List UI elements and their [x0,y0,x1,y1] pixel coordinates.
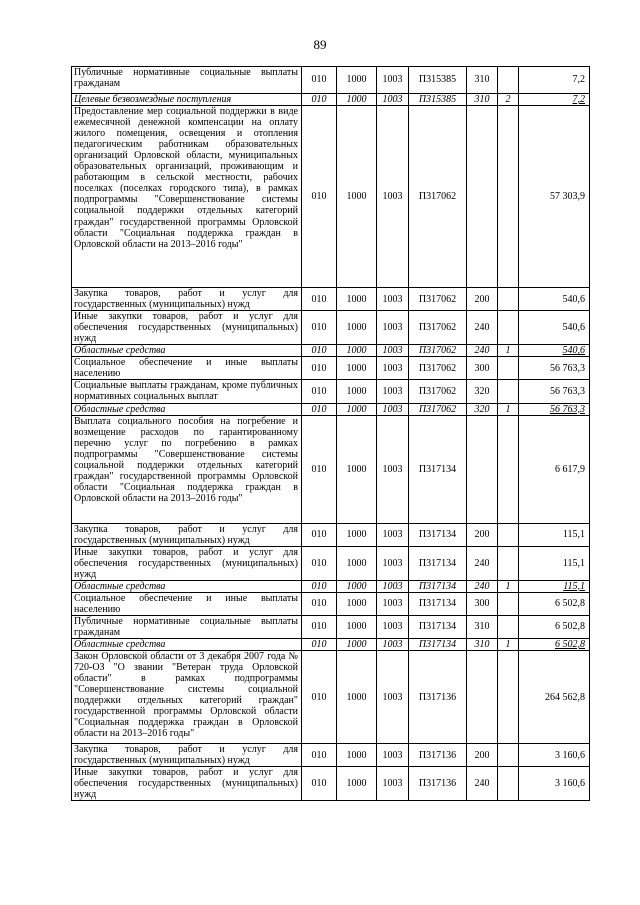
cell-subsection: 1003 [377,288,409,311]
cell-amount: 57 303,9 [519,106,590,288]
cell-expense-type: 310 [467,639,498,651]
cell-section: 1000 [337,94,377,106]
cell-grbs: 010 [302,415,337,523]
cell-grbs: 010 [302,580,337,592]
cell-amount: 264 562,8 [519,651,590,744]
cell-amount: 3 160,6 [519,744,590,767]
cell-funding-source [498,67,519,94]
cell-funding-source [498,288,519,311]
cell-amount: 540,6 [519,288,590,311]
cell-grbs: 010 [302,744,337,767]
cell-expense-type [467,415,498,523]
cell-grbs: 010 [302,67,337,94]
cell-target-article: П317062 [409,311,467,345]
cell-target-article: П317062 [409,288,467,311]
cell-section: 1000 [337,311,377,345]
cell-target-article: П317134 [409,523,467,546]
cell-expense-type: 240 [467,580,498,592]
cell-section: 1000 [337,651,377,744]
cell-funding-source [498,651,519,744]
cell-subsection: 1003 [377,615,409,638]
cell-name: Целевые безвозмездные поступления [72,94,302,106]
cell-subsection: 1003 [377,651,409,744]
cell-target-article: П317062 [409,357,467,380]
table-row [72,345,590,357]
cell-amount: 540,6 [519,311,590,345]
cell-expense-type: 300 [467,357,498,380]
cell-section: 1000 [337,106,377,288]
cell-grbs: 010 [302,592,337,615]
cell-amount: 56 763,3 [519,357,590,380]
cell-amount: 6 502,8 [519,615,590,638]
cell-name: Областные средства [72,403,302,415]
cell-subsection: 1003 [377,345,409,357]
cell-section: 1000 [337,345,377,357]
table-row [72,592,590,615]
cell-section: 1000 [337,288,377,311]
cell-target-article: П317062 [409,345,467,357]
cell-name: Иные закупки товаров, работ и услуг для обеспечения государственных (муниципальных) нужд [72,767,302,801]
cell-subsection: 1003 [377,94,409,106]
cell-funding-source [498,744,519,767]
cell-section: 1000 [337,523,377,546]
cell-amount: 7,2 [519,67,590,94]
cell-subsection: 1003 [377,311,409,345]
cell-amount: 115,1 [519,546,590,580]
cell-expense-type: 320 [467,403,498,415]
cell-target-article: П317062 [409,403,467,415]
cell-funding-source [498,615,519,638]
cell-expense-type: 200 [467,523,498,546]
cell-funding-source [498,380,519,403]
table-row [72,311,590,345]
cell-subsection: 1003 [377,592,409,615]
cell-name: Областные средства [72,345,302,357]
cell-section: 1000 [337,403,377,415]
cell-funding-source [498,767,519,801]
cell-section: 1000 [337,546,377,580]
cell-subsection: 1003 [377,744,409,767]
cell-funding-source [498,546,519,580]
cell-amount: 3 160,6 [519,767,590,801]
cell-expense-type: 240 [467,546,498,580]
cell-funding-source: 2 [498,94,519,106]
cell-target-article: П317134 [409,615,467,638]
cell-subsection: 1003 [377,357,409,380]
cell-amount: 6 617,9 [519,415,590,523]
cell-target-article: П315385 [409,94,467,106]
cell-section: 1000 [337,592,377,615]
cell-expense-type: 240 [467,311,498,345]
cell-grbs: 010 [302,380,337,403]
cell-subsection: 1003 [377,106,409,288]
cell-grbs: 010 [302,345,337,357]
cell-name: Предоставление мер социальной поддержки в виде ежемесячной денежной компенсации на оплату жилого помещения, освещения и отопления педагогическим работникам образовательных организаций Орловской области, муниципальных образовательных организаций, проживающим и работающим в сельской местности, рабочих поселках (поселках городского типа), в рамках подпрограммы "Совершенствование системы социальной поддержки отдельных категорий граждан" государственной программы Орловской области "Социальная поддержка граждан в Орловской области на 2013–2016 годы" [72,106,302,288]
cell-grbs: 010 [302,357,337,380]
cell-section: 1000 [337,67,377,94]
cell-expense-type: 200 [467,288,498,311]
cell-grbs: 010 [302,523,337,546]
cell-section: 1000 [337,767,377,801]
cell-subsection: 1003 [377,403,409,415]
cell-funding-source [498,523,519,546]
cell-name: Закупка товаров, работ и услуг для государственных (муниципальных) нужд [72,288,302,311]
cell-name: Закупка товаров, работ и услуг для государственных (муниципальных) нужд [72,744,302,767]
cell-name: Закон Орловской области от 3 декабря 2007 года № 720-ОЗ "О звании "Ветеран труда Орловской области" в рамках подпрограммы "Совершенствование системы социальной поддержки отдельных категорий граждан" государственной программы Орловской области "Социальная поддержка граждан в Орловской области на 2013–2016 годы" [72,651,302,744]
table-row [72,744,590,767]
table-row [72,523,590,546]
cell-expense-type: 200 [467,744,498,767]
cell-name: Публичные нормативные социальные выплаты гражданам [72,615,302,638]
page-number: 89 [313,37,327,52]
cell-section: 1000 [337,639,377,651]
cell-section: 1000 [337,415,377,523]
cell-subsection: 1003 [377,639,409,651]
table-row [72,357,590,380]
cell-grbs: 010 [302,651,337,744]
cell-expense-type [467,651,498,744]
cell-grbs: 010 [302,94,337,106]
cell-target-article: П317062 [409,106,467,288]
cell-funding-source [498,106,519,288]
cell-target-article: П317136 [409,767,467,801]
table-row [72,415,590,523]
cell-amount: 56 763,3 [519,403,590,415]
cell-amount: 6 502,8 [519,639,590,651]
cell-grbs: 010 [302,311,337,345]
cell-name: Иные закупки товаров, работ и услуг для обеспечения государственных (муниципальных) нужд [72,311,302,345]
cell-target-article: П317136 [409,744,467,767]
cell-amount: 115,1 [519,580,590,592]
cell-name: Социальное обеспечение и иные выплаты населению [72,592,302,615]
cell-amount: 6 502,8 [519,592,590,615]
cell-name: Социальные выплаты гражданам, кроме публичных нормативных социальных выплат [72,380,302,403]
table-row [72,380,590,403]
cell-funding-source [498,415,519,523]
cell-expense-type: 320 [467,380,498,403]
cell-name: Областные средства [72,639,302,651]
cell-amount: 7,2 [519,94,590,106]
cell-grbs: 010 [302,615,337,638]
cell-subsection: 1003 [377,580,409,592]
cell-funding-source [498,357,519,380]
cell-subsection: 1003 [377,415,409,523]
table-row [72,94,590,106]
cell-funding-source: 1 [498,403,519,415]
cell-target-article: П317134 [409,592,467,615]
cell-target-article: П317062 [409,380,467,403]
cell-subsection: 1003 [377,380,409,403]
table-row [72,639,590,651]
cell-name: Публичные нормативные социальные выплаты гражданам [72,67,302,94]
cell-target-article: П317136 [409,651,467,744]
cell-grbs: 010 [302,767,337,801]
cell-grbs: 010 [302,106,337,288]
cell-expense-type: 300 [467,592,498,615]
cell-name: Областные средства [72,580,302,592]
cell-funding-source [498,311,519,345]
cell-expense-type: 240 [467,767,498,801]
cell-grbs: 010 [302,288,337,311]
cell-target-article: П317134 [409,580,467,592]
cell-grbs: 010 [302,403,337,415]
table-row [72,106,590,288]
cell-expense-type: 310 [467,615,498,638]
cell-name: Социальное обеспечение и иные выплаты населению [72,357,302,380]
cell-target-article: П317134 [409,415,467,523]
cell-expense-type [467,106,498,288]
cell-name: Иные закупки товаров, работ и услуг для обеспечения государственных (муниципальных) нужд [72,546,302,580]
cell-section: 1000 [337,580,377,592]
cell-funding-source [498,592,519,615]
table-row [72,580,590,592]
cell-target-article: П315385 [409,67,467,94]
cell-expense-type: 240 [467,345,498,357]
cell-section: 1000 [337,615,377,638]
table-row [72,615,590,638]
cell-target-article: П317134 [409,639,467,651]
table-row [72,767,590,801]
table-row [72,67,590,94]
cell-name: Закупка товаров, работ и услуг для государственных (муниципальных) нужд [72,523,302,546]
budget-table [71,66,590,801]
cell-grbs: 010 [302,639,337,651]
cell-subsection: 1003 [377,67,409,94]
cell-section: 1000 [337,357,377,380]
cell-amount: 115,1 [519,523,590,546]
cell-target-article: П317134 [409,546,467,580]
cell-subsection: 1003 [377,767,409,801]
cell-funding-source: 1 [498,345,519,357]
table-row [72,403,590,415]
cell-section: 1000 [337,380,377,403]
cell-name: Выплата социального пособия на погребение и возмещение расходов по гарантированному перечню услуг по погребению в рамках подпрограммы "Совершенствование системы социальной поддержки отдельных категорий граждан" государственной программы Орловской области "Социальная поддержка граждан в Орловской области на 2013–2016 годы" [72,415,302,523]
table-row [72,651,590,744]
cell-expense-type: 310 [467,67,498,94]
cell-amount: 56 763,3 [519,380,590,403]
cell-subsection: 1003 [377,546,409,580]
cell-subsection: 1003 [377,523,409,546]
table-row [72,546,590,580]
table-row [72,288,590,311]
cell-funding-source: 1 [498,639,519,651]
cell-grbs: 010 [302,546,337,580]
cell-funding-source: 1 [498,580,519,592]
cell-amount: 540,6 [519,345,590,357]
cell-expense-type: 310 [467,94,498,106]
cell-section: 1000 [337,744,377,767]
